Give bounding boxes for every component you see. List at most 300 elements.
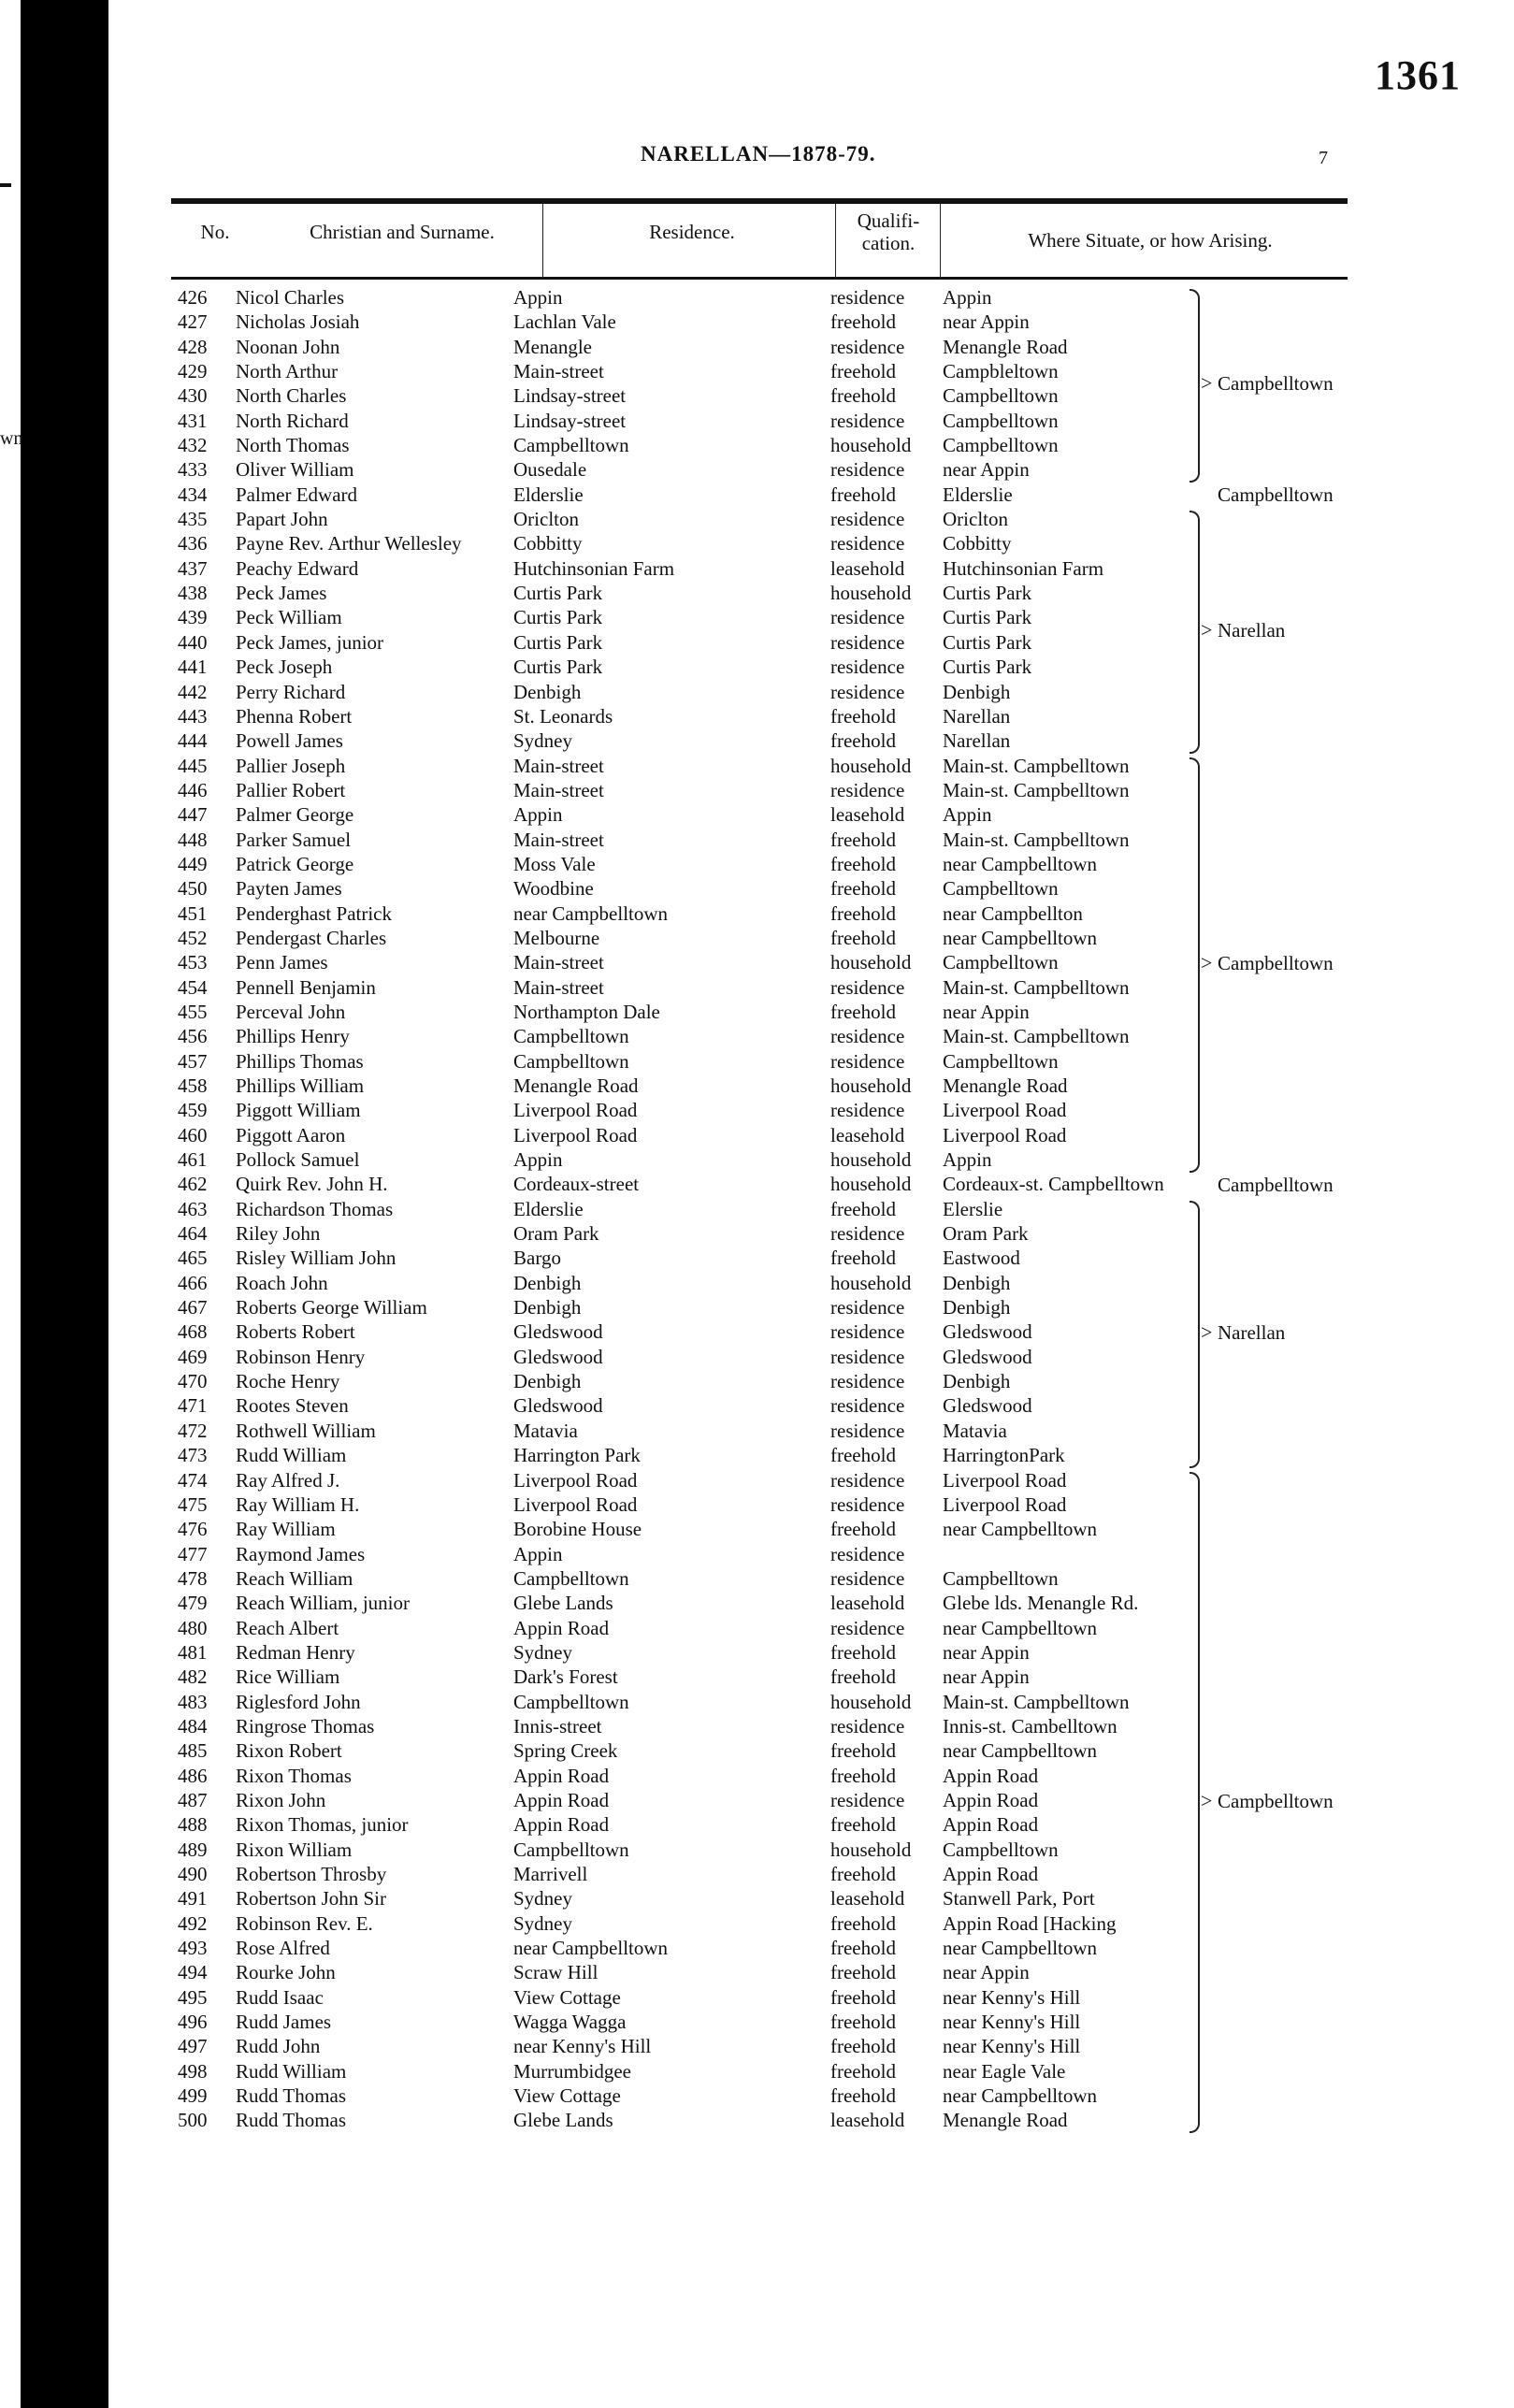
entry-where: Innis-st. Cambelltown [943, 1714, 1117, 1738]
entry-number: 478 [178, 1566, 208, 1590]
group-bracket [1190, 289, 1200, 483]
group-bracket [1190, 1472, 1200, 2133]
entry-name: Peck William [236, 606, 342, 629]
entry-number: 477 [178, 1542, 208, 1565]
group-label: Campbelltown [1218, 372, 1334, 396]
entry-where: Menangle Road [943, 335, 1068, 358]
entry-qualification: residence [830, 458, 905, 482]
entry-qualification: freehold [830, 852, 896, 875]
entry-qualification: residence [830, 1370, 905, 1393]
entry-where: Liverpool Road [943, 1099, 1067, 1122]
entry-number: 435 [178, 508, 208, 531]
entry-number: 447 [178, 803, 208, 827]
group-bracket [1190, 757, 1200, 1173]
table-row [0, 630, 1514, 655]
entry-number: 485 [178, 1739, 208, 1763]
entry-name: Pallier Robert [236, 778, 346, 801]
entry-qualification: residence [830, 606, 905, 629]
entry-where: Campbelltown [943, 384, 1059, 408]
entry-number: 479 [178, 1592, 208, 1615]
entry-qualification: freehold [830, 926, 896, 949]
entry-number: 467 [178, 1296, 208, 1319]
entry-qualification: freehold [830, 483, 896, 506]
table-row [0, 457, 1514, 482]
entry-where: Elerslie [943, 1197, 1003, 1220]
entry-residence: Campbelltown [513, 1566, 629, 1590]
entry-name: Ringrose Thomas [236, 1714, 375, 1738]
entry-name: Pollock Samuel [236, 1148, 360, 1172]
entry-residence: Curtis Park [513, 656, 603, 679]
header-where: Where Situate, or how Arising. [1028, 229, 1273, 252]
entry-residence: Woodbine [513, 877, 594, 901]
entry-name: Peck James [236, 582, 327, 605]
entry-number: 445 [178, 754, 208, 777]
entry-name: Richardson Thomas [236, 1197, 394, 1220]
entry-where: Main-st. Campbelltown [943, 975, 1130, 999]
entry-where: Oram Park [943, 1222, 1029, 1246]
entry-qualification: residence [830, 532, 905, 555]
entry-name: Robertson John Sir [236, 1887, 387, 1911]
entry-where: Elderslie [943, 483, 1013, 506]
group-label: Narellan [1218, 618, 1286, 642]
entry-residence: Oriclton [513, 508, 579, 531]
entry-where: near Campbelltown [943, 1739, 1098, 1763]
entry-where: near Appin [943, 1640, 1030, 1664]
entry-number: 496 [178, 2011, 208, 2034]
entry-qualification: leasehold [830, 2109, 905, 2132]
entry-residence: Ousedale [513, 458, 587, 482]
entry-qualification: household [830, 1838, 912, 1861]
entry-number: 458 [178, 1074, 208, 1097]
entry-number: 454 [178, 975, 208, 999]
column-divider [940, 202, 941, 279]
entry-number: 457 [178, 1049, 208, 1073]
entry-qualification: freehold [830, 2084, 896, 2108]
group-label: Campbelltown [1218, 483, 1334, 506]
entry-where: Liverpool Road [943, 1468, 1067, 1492]
table-row [0, 1468, 1514, 1492]
table-row [0, 1960, 1514, 1984]
table-row [0, 1197, 1514, 1221]
entry-where: Liverpool Road [943, 1492, 1067, 1516]
entry-residence: Dark's Forest [513, 1665, 618, 1689]
entry-residence: Appin [513, 1148, 563, 1172]
entry-name: Patrick George [236, 852, 354, 875]
page-number: 1361 [1375, 52, 1461, 98]
entry-residence: View Cottage [513, 2084, 621, 2108]
entry-residence: Scraw Hill [513, 1961, 598, 1984]
table-row [0, 1862, 1514, 1886]
bracket-point: > [1201, 1319, 1213, 1344]
table-row [0, 1591, 1514, 1615]
entry-residence: Elderslie [513, 483, 584, 506]
entry-residence: Denbigh [513, 680, 582, 703]
entry-residence: Campbelltown [513, 1838, 629, 1861]
entry-number: 455 [178, 1000, 208, 1023]
entry-where: near Campbelltown [943, 852, 1098, 875]
entry-where: Narellan [943, 704, 1011, 728]
entry-qualification: residence [830, 1025, 905, 1048]
entry-qualification: household [830, 1074, 912, 1097]
table-row [0, 507, 1514, 531]
entry-name: Reach Albert [236, 1616, 339, 1639]
table-row [0, 1295, 1514, 1319]
table-row [0, 802, 1514, 827]
entry-number: 431 [178, 409, 208, 432]
entry-residence: Campbelltown [513, 1690, 629, 1713]
entry-name: Piggott William [236, 1099, 361, 1122]
group-label: Campbelltown [1218, 1789, 1334, 1812]
entry-where: Stanwell Park, Port [943, 1887, 1095, 1911]
entry-number: 426 [178, 286, 208, 309]
entry-number: 495 [178, 1985, 208, 2009]
entry-qualification: freehold [830, 1911, 896, 1935]
entry-where: Main-st. Campbelltown [943, 1025, 1130, 1048]
entry-name: Rothwell William [236, 1419, 376, 1442]
entry-residence: Main-street [513, 828, 604, 851]
entry-residence: Lachlan Vale [513, 310, 616, 334]
entry-qualification: freehold [830, 1518, 896, 1541]
entry-qualification: household [830, 951, 912, 974]
table-row [0, 556, 1514, 581]
entry-name: Roche Henry [236, 1370, 340, 1393]
entry-name: Rootes Steven [236, 1394, 349, 1418]
entry-number: 498 [178, 2059, 208, 2083]
entry-where: Cobbitty [943, 532, 1012, 555]
entry-name: Rudd Thomas [236, 2084, 347, 2108]
entry-where: Denbigh [943, 1296, 1011, 1319]
table-row [0, 1665, 1514, 1689]
entry-where: Menangle Road [943, 1074, 1068, 1097]
entry-number: 450 [178, 877, 208, 901]
entry-name: Rixon Thomas [236, 1764, 352, 1787]
entry-residence: Matavia [513, 1419, 578, 1442]
entry-where: Campbelltown [943, 951, 1059, 974]
entry-name: Reach William, junior [236, 1592, 410, 1615]
entry-qualification: household [830, 1271, 912, 1294]
entry-number: 441 [178, 656, 208, 679]
entry-qualification: freehold [830, 2011, 896, 2034]
entry-residence: Curtis Park [513, 606, 603, 629]
entry-where: Narellan [943, 729, 1011, 753]
entry-name: Ray William [236, 1518, 336, 1541]
entry-number: 451 [178, 901, 208, 925]
entry-where: Hutchinsonian Farm [943, 556, 1104, 580]
entry-number: 499 [178, 2084, 208, 2108]
entry-name: Noonan John [236, 335, 340, 358]
entry-number: 497 [178, 2035, 208, 2058]
entry-name: Nicol Charles [236, 286, 345, 309]
table-row [0, 1714, 1514, 1738]
entry-residence: Borobine House [513, 1518, 642, 1541]
entry-residence: Denbigh [513, 1370, 582, 1393]
table-row [0, 433, 1514, 457]
entry-residence: Liverpool Road [513, 1468, 638, 1492]
entry-name: Rudd Thomas [236, 2109, 347, 2132]
table-row [0, 531, 1514, 555]
entry-residence: Sydney [513, 1640, 572, 1664]
entry-number: 463 [178, 1197, 208, 1220]
entry-qualification: freehold [830, 1863, 896, 1885]
table-row [0, 1738, 1514, 1763]
entry-name: Rudd James [236, 2011, 332, 2034]
entry-residence: Innis-street [513, 1714, 602, 1738]
table-row [0, 409, 1514, 433]
entry-where: Denbigh [943, 1271, 1011, 1294]
entry-residence: Appin [513, 803, 563, 827]
entry-where: Appin Road [943, 1813, 1039, 1837]
table-row [0, 876, 1514, 901]
header-bottom-rule [171, 277, 1348, 280]
entry-qualification: freehold [830, 1813, 896, 1837]
header-residence: Residence. [649, 221, 735, 243]
entry-name: Roberts George William [236, 1296, 427, 1319]
table-row [0, 655, 1514, 679]
entry-name: Peck Joseph [236, 656, 333, 679]
entry-residence: Denbigh [513, 1271, 582, 1294]
table-row [0, 778, 1514, 802]
entry-residence: Marrivell [513, 1863, 588, 1885]
entry-number: 482 [178, 1665, 208, 1689]
group-label: Campbelltown [1218, 1173, 1334, 1196]
entry-number: 493 [178, 1937, 208, 1960]
entry-number: 448 [178, 828, 208, 851]
entry-name: Pendergast Charles [236, 926, 387, 949]
table-row [0, 1542, 1514, 1566]
entry-qualification: leasehold [830, 1887, 905, 1911]
table-row [0, 1812, 1514, 1837]
entry-where: Campbelltown [943, 1566, 1059, 1590]
entry-number: 465 [178, 1247, 208, 1270]
entry-number: 461 [178, 1148, 208, 1172]
group-label: Campbelltown [1218, 951, 1334, 974]
entry-where: Matavia [943, 1419, 1007, 1442]
entry-name: Penderghast Patrick [236, 901, 392, 925]
table-row [0, 1492, 1514, 1517]
entry-name: Papart John [236, 508, 328, 531]
entry-name: Perry Richard [236, 680, 346, 703]
entry-number: 466 [178, 1271, 208, 1294]
entry-residence: Main-street [513, 778, 604, 801]
entry-residence: Liverpool Road [513, 1123, 638, 1146]
entry-residence: Appin Road [513, 1616, 610, 1639]
entry-residence: Spring Creek [513, 1739, 618, 1763]
entry-name: Palmer Edward [236, 483, 358, 506]
entry-where: near Appin [943, 1961, 1030, 1984]
table-row [0, 926, 1514, 950]
entry-name: Risley William John [236, 1247, 397, 1270]
entry-name: Rudd William [236, 2059, 347, 2083]
entry-qualification: leasehold [830, 1592, 905, 1615]
entry-where: Curtis Park [943, 606, 1032, 629]
entry-qualification: residence [830, 1345, 905, 1368]
entry-residence: Appin [513, 1542, 563, 1565]
entry-residence: Menangle Road [513, 1074, 639, 1097]
entry-residence: Main-street [513, 360, 604, 383]
entry-number: 427 [178, 310, 208, 334]
entry-residence: Wagga Wagga [513, 2011, 627, 2034]
entry-number: 474 [178, 1468, 208, 1492]
entry-name: Penn James [236, 951, 328, 974]
table-row [0, 2108, 1514, 2132]
entry-number: 452 [178, 926, 208, 949]
table-row [0, 1838, 1514, 1862]
entry-qualification: residence [830, 1542, 905, 1565]
table-row [0, 1369, 1514, 1393]
entry-qualification: residence [830, 656, 905, 679]
entry-where: Gledswood [943, 1320, 1032, 1344]
entry-name: Rose Alfred [236, 1937, 330, 1960]
entry-number: 468 [178, 1320, 208, 1344]
entry-name: Roberts Robert [236, 1320, 355, 1344]
header-qualification: Qualifi- cation. [857, 209, 920, 254]
entry-where: near Campbelltown [943, 2084, 1098, 2108]
entry-number: 492 [178, 1911, 208, 1935]
entry-number: 443 [178, 704, 208, 728]
entry-qualification: freehold [830, 828, 896, 851]
table-row [0, 1221, 1514, 1246]
entry-residence: near Campbelltown [513, 901, 669, 925]
header-name: Christian and Surname. [310, 221, 495, 243]
entry-residence: Hutchinsonian Farm [513, 556, 675, 580]
entry-residence: Murrumbidgee [513, 2059, 631, 2083]
entry-residence: View Cottage [513, 1985, 621, 2009]
entry-where: Appin [943, 286, 992, 309]
entry-qualification: residence [830, 1419, 905, 1442]
table-row [0, 1319, 1514, 1344]
entry-name: Phillips Thomas [236, 1049, 364, 1073]
entry-number: 436 [178, 532, 208, 555]
entry-qualification: freehold [830, 384, 896, 408]
entry-name: Raymond James [236, 1542, 366, 1565]
entry-qualification: residence [830, 1049, 905, 1073]
table-row [0, 2059, 1514, 2084]
table-row [0, 1517, 1514, 1541]
entry-number: 470 [178, 1370, 208, 1393]
entry-residence: near Campbelltown [513, 1937, 669, 1960]
entry-where: Glebe lds. Menangle Rd. [943, 1592, 1139, 1615]
entry-qualification: household [830, 434, 912, 457]
entry-number: 487 [178, 1788, 208, 1811]
entry-residence: Melbourne [513, 926, 600, 949]
entry-number: 438 [178, 582, 208, 605]
entry-where: Appin [943, 803, 992, 827]
entry-where: near Kenny's Hill [943, 2011, 1081, 2034]
entry-qualification: household [830, 1148, 912, 1172]
entry-where: Campbelltown [943, 1049, 1059, 1073]
entry-name: Riley John [236, 1222, 321, 1246]
entry-residence: Main-street [513, 951, 604, 974]
entry-number: 475 [178, 1492, 208, 1516]
entry-qualification: freehold [830, 704, 896, 728]
entry-qualification: freehold [830, 877, 896, 901]
entry-residence: Main-street [513, 754, 604, 777]
entry-number: 472 [178, 1419, 208, 1442]
entry-name: Rixon Thomas, junior [236, 1813, 409, 1837]
entry-where: Liverpool Road [943, 1123, 1067, 1146]
entry-residence: Lindsay-street [513, 409, 627, 432]
entry-where: Menangle Road [943, 2109, 1068, 2132]
bracket-point: > [1201, 617, 1213, 642]
entry-where: near Campbelltown [943, 1518, 1098, 1541]
entry-name: Parker Samuel [236, 828, 352, 851]
entry-number: 439 [178, 606, 208, 629]
entry-name: Riglesford John [236, 1690, 361, 1713]
entry-qualification: leasehold [830, 556, 905, 580]
entry-name: Perceval John [236, 1000, 346, 1023]
bracket-point: > [1201, 950, 1213, 974]
entry-qualification: residence [830, 975, 905, 999]
entry-where: Campbleltown [943, 360, 1059, 383]
entry-number: 459 [178, 1099, 208, 1122]
entry-residence: Cobbitty [513, 532, 583, 555]
entry-where: near Campbelltown [943, 1616, 1098, 1639]
entry-name: Rudd William [236, 1444, 347, 1467]
entry-number: 488 [178, 1813, 208, 1837]
entry-qualification: residence [830, 1566, 905, 1590]
entry-residence: Liverpool Road [513, 1492, 638, 1516]
entry-residence: Bargo [513, 1247, 561, 1270]
entry-residence: Main-street [513, 975, 604, 999]
entry-where: Gledswood [943, 1345, 1032, 1368]
entry-name: Quirk Rev. John H. [236, 1173, 388, 1196]
entry-where: near Campbelltown [943, 926, 1098, 949]
table-row [0, 728, 1514, 753]
entry-number: 473 [178, 1444, 208, 1467]
entry-residence: Gledswood [513, 1320, 603, 1344]
entry-qualification: leasehold [830, 1123, 905, 1146]
entry-qualification: freehold [830, 1665, 896, 1689]
entry-where: Campbelltown [943, 434, 1059, 457]
entry-number: 462 [178, 1173, 208, 1196]
entry-name: Robinson Rev. E. [236, 1911, 373, 1935]
table-row [0, 1098, 1514, 1122]
table-row [0, 1985, 1514, 2010]
entry-qualification: residence [830, 630, 905, 654]
entry-number: 494 [178, 1961, 208, 1984]
entry-name: Phillips Henry [236, 1025, 350, 1048]
entry-where: near Campbellton [943, 901, 1083, 925]
entry-number: 449 [178, 852, 208, 875]
entry-residence: near Kenny's Hill [513, 2035, 652, 2058]
entry-number: 430 [178, 384, 208, 408]
table-row [0, 1000, 1514, 1024]
entry-number: 460 [178, 1123, 208, 1146]
table-row [0, 704, 1514, 728]
entry-residence: Appin Road [513, 1788, 610, 1811]
entry-name: Oliver William [236, 458, 354, 482]
entry-residence: Menangle [513, 335, 592, 358]
entry-name: Reach William [236, 1566, 353, 1590]
entry-qualification: freehold [830, 1197, 896, 1220]
entry-qualification: residence [830, 680, 905, 703]
bracket-point: > [1201, 1788, 1213, 1812]
entry-number: 440 [178, 630, 208, 654]
entry-where: near Appin [943, 458, 1030, 482]
table-row [0, 1640, 1514, 1665]
entry-where: near Appin [943, 1665, 1030, 1689]
entry-residence: Curtis Park [513, 582, 603, 605]
entry-number: 490 [178, 1863, 208, 1885]
entry-residence: Harrington Park [513, 1444, 641, 1467]
table-row [0, 1246, 1514, 1270]
table-row [0, 1764, 1514, 1788]
entry-number: 489 [178, 1838, 208, 1861]
entry-where: Appin [943, 1148, 992, 1172]
entry-name: Ray William H. [236, 1492, 360, 1516]
entry-qualification: residence [830, 335, 905, 358]
entry-number: 453 [178, 951, 208, 974]
